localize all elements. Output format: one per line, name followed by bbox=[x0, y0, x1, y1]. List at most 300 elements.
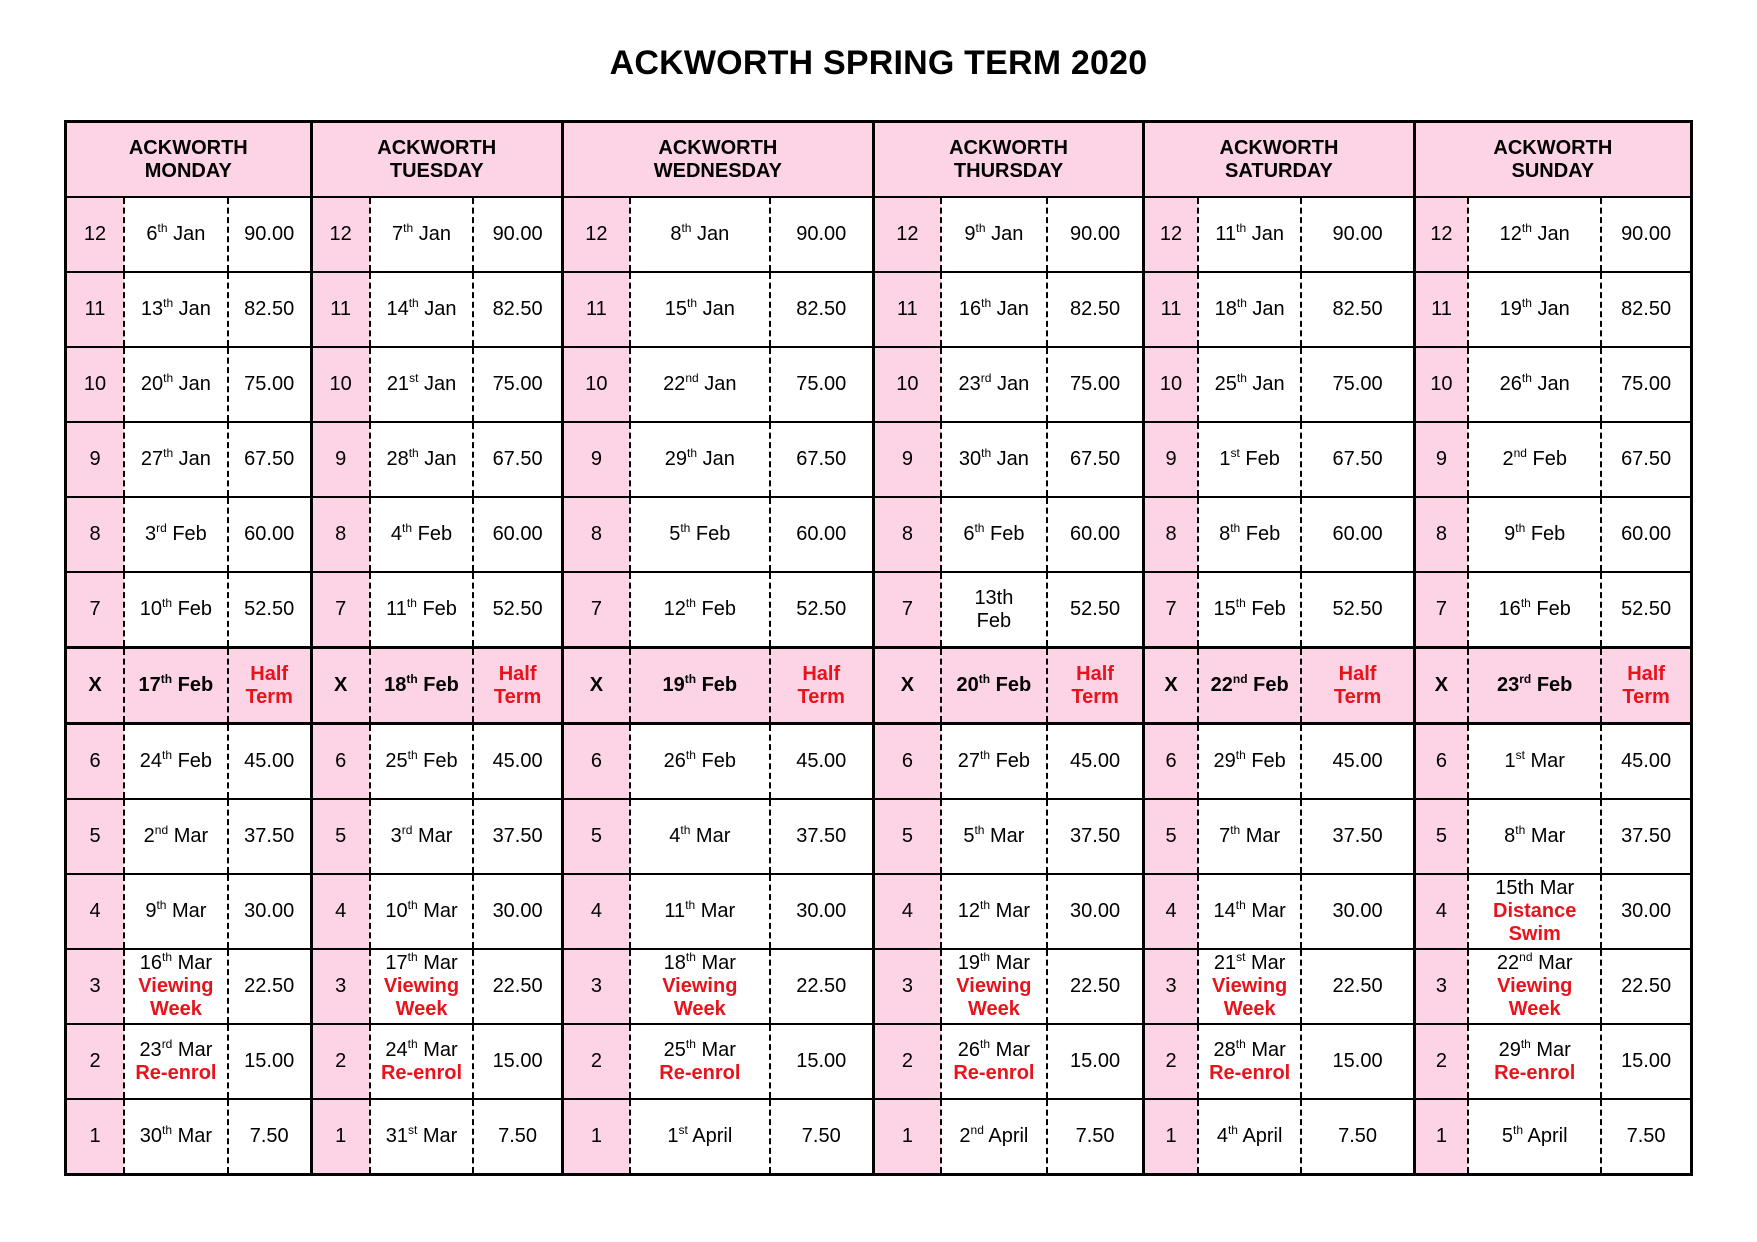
price: 45.00 bbox=[1601, 724, 1691, 800]
date-month: Jan bbox=[697, 448, 735, 470]
table-row bbox=[66, 272, 1692, 347]
date-suffix: th bbox=[978, 672, 991, 686]
session-date bbox=[1198, 648, 1302, 724]
day-header-wednesday bbox=[562, 122, 873, 198]
session-date bbox=[1198, 1099, 1302, 1175]
price: 82.50 bbox=[228, 272, 311, 347]
date-text bbox=[125, 598, 227, 621]
week-number: 5 bbox=[311, 799, 370, 874]
date-day: 5 bbox=[963, 825, 975, 847]
date-day: 3 bbox=[390, 825, 402, 847]
day-label: TUESDAY bbox=[389, 159, 484, 182]
session-date bbox=[941, 272, 1047, 347]
date-text bbox=[942, 448, 1046, 471]
note-label: Week bbox=[1223, 998, 1276, 1020]
week-number: 8 bbox=[1144, 497, 1198, 572]
date-text bbox=[631, 1125, 769, 1148]
price: 7.50 bbox=[1047, 1099, 1144, 1175]
week-number: 3 bbox=[562, 949, 630, 1024]
date-text bbox=[631, 674, 769, 697]
date-suffix: th bbox=[680, 823, 691, 837]
half-term-text: Half bbox=[1076, 662, 1114, 685]
date-suffix: th bbox=[980, 898, 991, 912]
date-text bbox=[125, 825, 227, 848]
day-header-monday bbox=[66, 122, 312, 198]
date-text bbox=[1199, 223, 1301, 246]
session-date bbox=[941, 874, 1047, 949]
table-row bbox=[66, 347, 1692, 422]
date-suffix: th bbox=[685, 748, 696, 762]
date-month: Feb bbox=[696, 674, 738, 696]
date-month: Jan bbox=[985, 223, 1024, 245]
session-date bbox=[124, 1099, 228, 1175]
week-number: 10 bbox=[311, 347, 370, 422]
date-suffix: th bbox=[1235, 898, 1246, 912]
session-date bbox=[1468, 874, 1601, 949]
price: 75.00 bbox=[770, 347, 874, 422]
date-suffix: th bbox=[163, 296, 174, 310]
date-text bbox=[371, 1125, 473, 1148]
half-term-text: Term bbox=[245, 685, 293, 708]
week-number: 5 bbox=[66, 799, 125, 874]
price: 52.50 bbox=[228, 572, 311, 648]
week-number: 12 bbox=[562, 197, 630, 272]
date-month: Mar bbox=[1240, 825, 1281, 847]
date-text bbox=[371, 750, 473, 773]
date-suffix: nd bbox=[970, 1123, 984, 1137]
date-suffix: th bbox=[1235, 596, 1246, 610]
date-text bbox=[942, 1125, 1046, 1148]
date-day: 11 bbox=[1215, 223, 1237, 245]
session-date bbox=[124, 572, 228, 648]
price: 22.50 bbox=[473, 949, 562, 1024]
date-month: Mar bbox=[1245, 952, 1286, 974]
date-month: Feb bbox=[166, 523, 207, 545]
date-day: 19 bbox=[662, 674, 685, 696]
date-month: Feb bbox=[1525, 523, 1566, 545]
date-day: 21 bbox=[1213, 952, 1237, 974]
session-date bbox=[370, 1024, 474, 1099]
price: 15.00 bbox=[770, 1024, 874, 1099]
week-number: 7 bbox=[311, 572, 370, 648]
session-date bbox=[1468, 197, 1601, 272]
date-text bbox=[942, 900, 1046, 923]
week-number: 2 bbox=[1414, 1024, 1468, 1099]
date-day: 2 bbox=[143, 825, 155, 847]
session-date bbox=[1198, 422, 1302, 497]
date-month: Jan bbox=[991, 448, 1029, 470]
price: 22.50 bbox=[1047, 949, 1144, 1024]
session-date bbox=[941, 572, 1047, 648]
date-day: 2 bbox=[1502, 448, 1514, 470]
date-suffix: th bbox=[407, 950, 418, 964]
date-text bbox=[371, 298, 473, 321]
week-number: 1 bbox=[1144, 1099, 1198, 1175]
session-date bbox=[630, 648, 770, 724]
session-date bbox=[1198, 572, 1302, 648]
table-row bbox=[66, 724, 1692, 800]
date-suffix: rd bbox=[156, 521, 167, 535]
date-month: Jan bbox=[991, 373, 1030, 395]
date-day: 22 bbox=[1210, 674, 1233, 696]
date-month: April bbox=[1523, 1125, 1568, 1147]
note-label: Week bbox=[673, 998, 726, 1020]
date-day: 8 bbox=[1504, 825, 1516, 847]
note-label: Viewing bbox=[1212, 975, 1288, 997]
week-number: 8 bbox=[873, 497, 941, 572]
date-suffix: th bbox=[406, 672, 418, 686]
day-label: THURSDAY bbox=[953, 159, 1064, 182]
date-text bbox=[1469, 750, 1600, 773]
date-day: 18 bbox=[663, 952, 686, 974]
date-text bbox=[631, 750, 769, 773]
date-day: 10 bbox=[139, 598, 162, 620]
price: 90.00 bbox=[473, 197, 562, 272]
session-date bbox=[1468, 497, 1601, 572]
half-term-text: Term bbox=[1333, 685, 1382, 708]
price: 15.00 bbox=[1601, 1024, 1691, 1099]
table-row bbox=[66, 197, 1692, 272]
session-date bbox=[630, 272, 770, 347]
date-text bbox=[1199, 750, 1301, 773]
date-suffix: th bbox=[1236, 296, 1247, 310]
price: 22.50 bbox=[1601, 949, 1691, 1024]
session-date bbox=[124, 497, 228, 572]
date-day: 1 bbox=[1504, 750, 1516, 772]
price: 7.50 bbox=[770, 1099, 874, 1175]
date-day: 25 bbox=[385, 750, 408, 772]
week-number: 12 bbox=[873, 197, 941, 272]
session-date bbox=[941, 347, 1047, 422]
price: 82.50 bbox=[1301, 272, 1414, 347]
date-month: Feb bbox=[984, 523, 1025, 545]
week-number: 6 bbox=[873, 724, 941, 800]
session-date bbox=[124, 799, 228, 874]
week-number: 9 bbox=[873, 422, 941, 497]
date-suffix: th bbox=[406, 596, 417, 610]
venue-label: ACKWORTH bbox=[377, 136, 497, 159]
date-text bbox=[631, 598, 769, 621]
session-date bbox=[124, 949, 228, 1024]
date-suffix: th bbox=[680, 521, 691, 535]
price: 22.50 bbox=[770, 949, 874, 1024]
week-number: 1 bbox=[873, 1099, 941, 1175]
half-term-text: Term bbox=[1622, 685, 1670, 708]
date-suffix: nd bbox=[685, 371, 699, 385]
date-text bbox=[371, 598, 473, 621]
date-day: 24 bbox=[139, 750, 162, 772]
day-label: MONDAY bbox=[144, 159, 232, 182]
date-month: Jan bbox=[1531, 298, 1570, 320]
session-date bbox=[941, 1024, 1047, 1099]
date-suffix: th bbox=[1236, 371, 1247, 385]
week-number: X bbox=[1144, 648, 1198, 724]
date-text bbox=[631, 825, 769, 848]
date-text bbox=[942, 674, 1046, 697]
session-date bbox=[630, 572, 770, 648]
date-suffix: th bbox=[1515, 823, 1526, 837]
date-day: 9 bbox=[964, 223, 976, 245]
date-month: Mar bbox=[984, 825, 1025, 847]
date-month: Feb bbox=[1531, 674, 1573, 696]
date-text bbox=[942, 750, 1046, 773]
session-date bbox=[941, 422, 1047, 497]
date-text bbox=[942, 523, 1046, 546]
date-day: 9 bbox=[1504, 523, 1516, 545]
session-date bbox=[370, 422, 474, 497]
date-day: 23 bbox=[1497, 674, 1520, 696]
price: 22.50 bbox=[1301, 949, 1414, 1024]
session-date bbox=[124, 422, 228, 497]
date-suffix: th bbox=[1521, 296, 1532, 310]
price: 30.00 bbox=[228, 874, 311, 949]
date-text bbox=[942, 223, 1046, 246]
note-label: Distance bbox=[1493, 900, 1577, 922]
date-day: 8 bbox=[1219, 523, 1231, 545]
price: 67.50 bbox=[1601, 422, 1691, 497]
session-date bbox=[124, 724, 228, 800]
week-number: 2 bbox=[873, 1024, 941, 1099]
date-month: Jan bbox=[697, 298, 735, 320]
date-month: Feb bbox=[990, 674, 1032, 696]
date-suffix: rd bbox=[161, 1036, 173, 1051]
date-text bbox=[125, 373, 227, 396]
date-month: Mar bbox=[695, 952, 736, 974]
date-suffix: th bbox=[1230, 521, 1241, 535]
session-date bbox=[1468, 648, 1601, 724]
date-text bbox=[1199, 1125, 1301, 1148]
note-label: Week bbox=[395, 998, 448, 1020]
week-number: 4 bbox=[1144, 874, 1198, 949]
day-label: WEDNESDAY bbox=[653, 159, 782, 182]
date-month: Jan bbox=[1246, 223, 1284, 245]
date-suffix: th bbox=[162, 596, 173, 610]
date-month: Mar bbox=[990, 1038, 1031, 1061]
date-text bbox=[125, 448, 227, 471]
week-number: 9 bbox=[311, 422, 370, 497]
date-month: April bbox=[1237, 1125, 1283, 1147]
date-text bbox=[125, 1036, 227, 1062]
session-date bbox=[1468, 272, 1601, 347]
session-date bbox=[370, 347, 474, 422]
week-number: 11 bbox=[311, 272, 370, 347]
table-row bbox=[66, 949, 1692, 1024]
table-row bbox=[66, 497, 1692, 572]
date-day: 22 bbox=[1496, 952, 1520, 974]
price: 90.00 bbox=[1047, 197, 1144, 272]
week-number: 10 bbox=[66, 347, 125, 422]
date-text bbox=[371, 674, 473, 697]
price: 7.50 bbox=[1601, 1099, 1691, 1175]
date-month: Feb bbox=[417, 750, 458, 772]
price: 82.50 bbox=[770, 272, 874, 347]
date-text bbox=[1469, 825, 1600, 848]
venue-label: ACKWORTH bbox=[1219, 136, 1339, 159]
week-number: 11 bbox=[1414, 272, 1468, 347]
date-suffix: th bbox=[684, 672, 697, 686]
date-text bbox=[1469, 952, 1600, 975]
date-day: 18 bbox=[1214, 298, 1237, 320]
date-month: Feb bbox=[1526, 448, 1567, 470]
date-day: 18 bbox=[384, 674, 407, 696]
date-text bbox=[1469, 1036, 1600, 1062]
date-suffix: st bbox=[678, 1123, 688, 1137]
date-text bbox=[125, 674, 227, 697]
date-text bbox=[1199, 373, 1301, 396]
date-day: 7 bbox=[392, 223, 404, 245]
day-header-sunday bbox=[1414, 122, 1691, 198]
half-term-label bbox=[770, 648, 874, 724]
note-label: Re-enrol bbox=[380, 1061, 463, 1084]
date-text bbox=[1199, 1036, 1301, 1062]
venue-label: ACKWORTH bbox=[128, 136, 248, 159]
price: 45.00 bbox=[473, 724, 562, 800]
date-suffix: th bbox=[160, 672, 173, 686]
session-date bbox=[630, 799, 770, 874]
session-date bbox=[1468, 347, 1601, 422]
date-day: 14 bbox=[386, 298, 409, 320]
price: 82.50 bbox=[1601, 272, 1691, 347]
date-month: Jan bbox=[691, 223, 730, 245]
date-suffix: th bbox=[1513, 1123, 1524, 1137]
date-day: 11 bbox=[664, 900, 686, 922]
price: 30.00 bbox=[473, 874, 562, 949]
date-suffix: st bbox=[1515, 748, 1525, 762]
date-suffix: th bbox=[975, 221, 986, 235]
page-title: ACKWORTH SPRING TERM 2020 bbox=[609, 44, 1148, 82]
date-text: 13th bbox=[974, 586, 1014, 609]
date-day: 16 bbox=[1498, 598, 1521, 620]
date-month: Mar bbox=[1524, 750, 1565, 772]
schedule-table bbox=[64, 120, 1693, 1176]
header-row bbox=[66, 122, 1692, 198]
date-day: 19 bbox=[1499, 298, 1522, 320]
price: 52.50 bbox=[473, 572, 562, 648]
price: 37.50 bbox=[1301, 799, 1414, 874]
week-number: 11 bbox=[66, 272, 125, 347]
week-number: 12 bbox=[1144, 197, 1198, 272]
session-date bbox=[124, 347, 228, 422]
table-row bbox=[66, 422, 1692, 497]
week-number: 11 bbox=[873, 272, 941, 347]
day-label: SATURDAY bbox=[1225, 159, 1333, 182]
date-text bbox=[125, 223, 227, 246]
date-suffix: rd bbox=[1519, 672, 1532, 686]
week-number: 9 bbox=[1144, 422, 1198, 497]
date-text bbox=[942, 298, 1046, 321]
date-month: Mar bbox=[417, 1125, 458, 1147]
date-day: 5 bbox=[669, 523, 681, 545]
date-text bbox=[371, 900, 473, 923]
date-day: 14 bbox=[1213, 900, 1236, 922]
half-term-label bbox=[1047, 648, 1144, 724]
date-month: April bbox=[983, 1125, 1029, 1147]
date-suffix: th bbox=[407, 748, 418, 762]
day-header-saturday bbox=[1144, 122, 1414, 198]
date-text bbox=[1469, 448, 1600, 471]
session-date bbox=[941, 949, 1047, 1024]
week-number: 4 bbox=[66, 874, 125, 949]
session-date bbox=[124, 197, 228, 272]
price: 37.50 bbox=[1047, 799, 1144, 874]
session-date bbox=[1468, 1024, 1601, 1099]
date-month: Jan bbox=[698, 373, 737, 395]
session-date bbox=[1198, 497, 1302, 572]
session-date bbox=[370, 572, 474, 648]
date-suffix: th bbox=[685, 1036, 696, 1051]
price: 75.00 bbox=[1301, 347, 1414, 422]
date-month: Jan bbox=[173, 448, 211, 470]
price: 52.50 bbox=[1047, 572, 1144, 648]
week-number: 2 bbox=[562, 1024, 630, 1099]
date-day: 25 bbox=[1214, 373, 1237, 395]
date-month: Mar bbox=[690, 825, 731, 847]
session-date bbox=[124, 1024, 228, 1099]
price: 90.00 bbox=[770, 197, 874, 272]
price: 67.50 bbox=[770, 422, 874, 497]
date-suffix: st bbox=[1236, 950, 1246, 964]
week-number: 7 bbox=[1414, 572, 1468, 648]
date-suffix: nd bbox=[1232, 672, 1248, 686]
date-text bbox=[1469, 298, 1600, 321]
week-number: 9 bbox=[562, 422, 630, 497]
price: 82.50 bbox=[1047, 272, 1144, 347]
date-suffix: th bbox=[1515, 521, 1526, 535]
date-month: Jan bbox=[173, 373, 211, 395]
date-month: Mar bbox=[1532, 952, 1573, 974]
session-date bbox=[630, 197, 770, 272]
date-month: Feb bbox=[172, 598, 213, 620]
date-text bbox=[1469, 373, 1600, 396]
week-number: 2 bbox=[1144, 1024, 1198, 1099]
session-date bbox=[1198, 724, 1302, 800]
week-number: 8 bbox=[562, 497, 630, 572]
price: 30.00 bbox=[1047, 874, 1144, 949]
half-term-text: Half bbox=[1338, 662, 1377, 685]
week-number: 2 bbox=[311, 1024, 370, 1099]
date-suffix: th bbox=[974, 823, 985, 837]
date-suffix: th bbox=[162, 1123, 173, 1137]
date-day: 13 bbox=[140, 298, 164, 320]
date-suffix: th bbox=[157, 221, 168, 235]
date-day: 4 bbox=[669, 825, 681, 847]
week-number: 2 bbox=[66, 1024, 125, 1099]
price: 90.00 bbox=[1301, 197, 1414, 272]
date-text bbox=[125, 298, 227, 321]
week-number: 7 bbox=[1144, 572, 1198, 648]
date-day: 23 bbox=[958, 373, 981, 395]
date-suffix: th bbox=[980, 1036, 991, 1051]
date-day: 15 bbox=[664, 298, 688, 320]
date-text bbox=[1469, 1125, 1600, 1148]
date-day: 16 bbox=[139, 952, 163, 974]
date-month: Mar bbox=[172, 1038, 213, 1061]
note-label: Week bbox=[967, 998, 1020, 1020]
week-number: 5 bbox=[562, 799, 630, 874]
date-month: Mar bbox=[417, 1038, 458, 1061]
week-number: 4 bbox=[873, 874, 941, 949]
week-number: 3 bbox=[1414, 949, 1468, 1024]
date-day: 10 bbox=[385, 900, 408, 922]
week-number: 8 bbox=[1414, 497, 1468, 572]
date-day: 26 bbox=[663, 750, 686, 772]
date-month: Feb bbox=[1240, 523, 1281, 545]
date-month: Feb bbox=[1245, 598, 1286, 620]
date-suffix: th bbox=[974, 521, 985, 535]
date-text bbox=[1199, 674, 1301, 697]
date-day: 11 bbox=[386, 598, 407, 620]
half-term-label bbox=[1301, 648, 1414, 724]
